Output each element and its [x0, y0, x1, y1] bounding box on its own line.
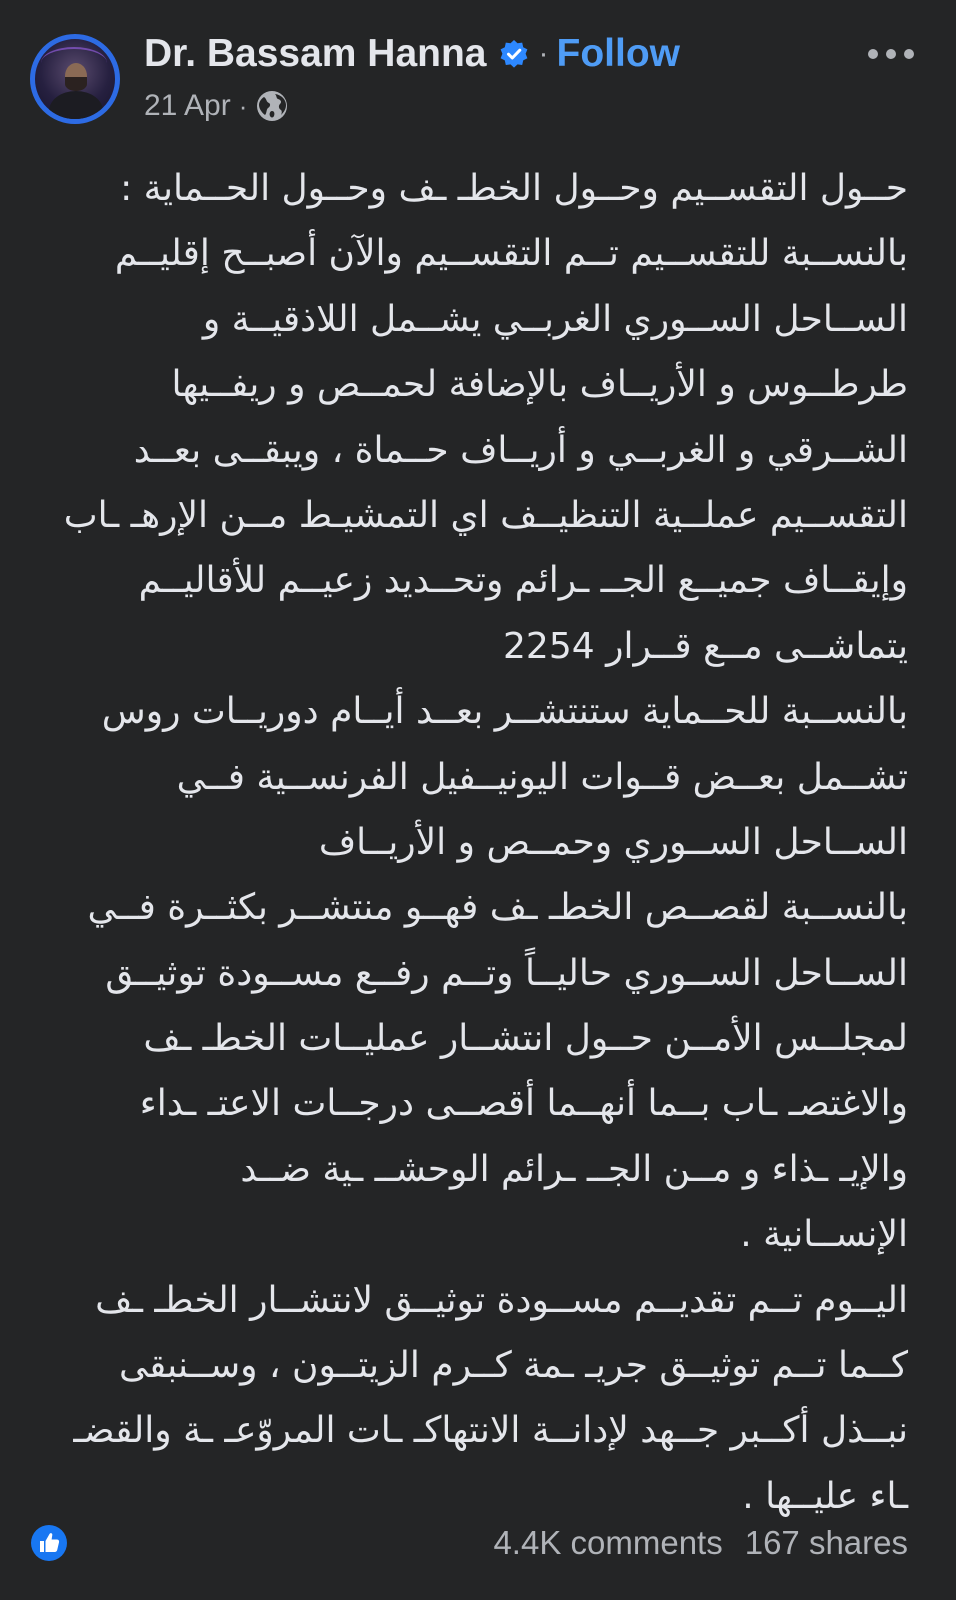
post-text-line: تشــمل بعــض قــوات اليونيــفيل الفرنســية فــي	[176, 756, 908, 798]
post-footer	[0, 1510, 956, 1580]
post-text-line: ـاء عليــها .	[742, 1475, 908, 1517]
avatar-figure-beard	[65, 77, 87, 91]
post-text-line: الإنســانية .	[740, 1214, 908, 1256]
post-text-line: الســاحل الســوري الغربــي يشــمل اللاذقيــة و	[202, 298, 908, 340]
name-follow-separator: ·	[538, 37, 549, 70]
like-reaction-icon[interactable]	[30, 1524, 68, 1562]
post-text-line: التقســيم عملــية التنظيــف اي التمشيـط مــن الإرهـ ـاب	[63, 494, 908, 536]
comments-count[interactable]: 4.4K comments	[493, 1524, 723, 1561]
post-text-line: كــما تــم توثيــق جريـ ـمة كــرم الزيتــون ، وســنبقى	[118, 1345, 908, 1387]
post-text-line: الســاحل الســوري حاليــاً وتــم رفــع مســودة توثيــق	[105, 952, 908, 994]
post-text-line: نبــذل أكــبر جــهد لإدانــة الانتهاكـ ـات المروّعـ ـة والقضـ	[73, 1410, 908, 1452]
post-text-line: يتماشــى مــع قــرار 2254	[503, 625, 908, 667]
post-meta-row	[144, 86, 289, 126]
post-text	[28, 156, 908, 1529]
post-text-line: والاغتصـ ـاب بــما أنهــما أقصــى درجــات الاعتـ ـداء	[139, 1083, 908, 1125]
post-text-line: بالنســبة للتقســيم تــم التقســيم والآن أصبــح إقليــم	[114, 233, 908, 275]
post-header	[0, 0, 956, 140]
post-date[interactable]: 21 Apr	[144, 89, 231, 122]
post-text-line: لمجلــس الأمــن حــول انتشــار عمليــات الخطـ ـف	[143, 1018, 908, 1060]
post-text-line: طرطــوس و الأريــاف بالإضافة لحمــص و ريفــيها	[171, 364, 908, 406]
post-text-line: بالنســبة للحــماية ستنتشــر بعــد أيــام دوريــات روس	[101, 691, 908, 733]
verified-badge-icon	[499, 39, 529, 69]
globe-icon	[255, 89, 289, 123]
avatar-figure-body	[49, 91, 103, 124]
post-text-line: والإيـ ـذاء و مــن الجــ ـرائم الوحشــ ـية ضــد	[240, 1148, 908, 1190]
post-text-line: بالنســبة لقصــص الخطـ ـف فهــو منتشــر بكثــرة فــي	[87, 887, 908, 929]
author-avatar[interactable]	[30, 34, 120, 124]
post-text-line: الشــرقي و الغربــي و أريــاف حــماة ، ويبقــى بعــد	[133, 429, 908, 471]
follow-button[interactable]: Follow	[556, 32, 680, 75]
post-text-line: الســاحل الســوري وحمــص و الأريــاف	[318, 821, 908, 863]
more-options-icon[interactable]	[866, 44, 916, 64]
shares-count[interactable]: 167 shares	[744, 1524, 908, 1561]
engagement-stats	[493, 1524, 908, 1562]
post-text-line: حــول التقســيم وحــول الخطـ ـف وحــول الحــماية :	[120, 168, 908, 209]
author-name[interactable]: Dr. Bassam Hanna	[144, 32, 487, 75]
post-text-line: اليــوم تــم تقديــم مســودة توثيــق لانتشــار الخطـ ـف	[95, 1279, 908, 1321]
post-text-line: وإيقــاف جميــع الجــ ـرائم وتحــديد زعيــم للأقاليــم	[138, 560, 908, 602]
author-name-row	[144, 28, 680, 80]
date-audience-separator: ·	[238, 90, 248, 121]
